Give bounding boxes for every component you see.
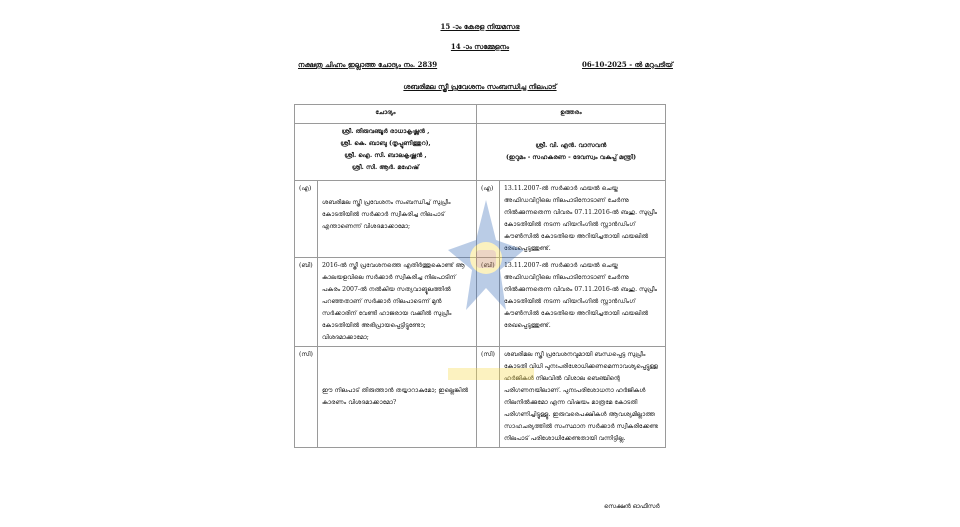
question-label: (സി) [295,347,318,448]
question-text: ഈ നിലപാട് തിരുത്താൻ തയ്യാറാകുമോ; ഇല്ലെങ്കിൽ കാരണം വിശദമാക്കാമോ? [318,347,477,448]
session-title: 14 -ാം സമ്മേളനം [450,42,510,51]
minister-cell [477,124,666,181]
question-text: 2016-ൽ സ്ത്രീ പ്രവേശനത്തെ എതിർത്തുകൊണ്ട് ആ കാലയളവിലെ സർക്കാർ സ്വീകരിച്ച നിലപാടിന് പകരം 2007-ൽ നൽകിയ സത്യവാങ്മൂലത്തിൽ പറഞ്ഞതാണ് സർക്കാർ നിലപാടെന്ന് മുൻ സർക്കാരിന് വേണ്ടി ഹാജരായ വക്കീൽ സുപ്രീം കോടതിയിൽ അഭിപ്രായപ്പെട്ടിട്ടുണ്ടോ; വിശദമാക്കാമോ; [318,258,477,347]
answer-text: 13.11.2007-ൽ സർക്കാർ ഫയൽ ചെയ്ത അഫിഡവിറ്റിലെ നിലപാടിനോടാണ് ചേർന്നു നിൽക്കുന്നതെന്ന വിവരം 07.11.2016-ൽ ബഹു. സുപ്രീം കോടതിയിൽ നടന്ന ഹിയറിംഗിൽ സ്റ്റാൻഡിംഗ് കൗൺസിൽ കോടതിയെ അറിയിച്ചതായി ഫയലിൽ രേഖപ്പെടുത്തുണ്ട്. [500,258,666,347]
asker-name: ശ്രീ. കെ. ബാബു (തൃപ്പൂണിത്തുറ), [340,140,431,147]
question-label: (ബി) [295,258,318,347]
assembly-title: 15 -ാം കേരള നിയമസഭ [440,22,520,31]
table-header-row [295,105,666,124]
askers-cell [295,124,477,181]
table-row [295,258,666,347]
table-row [295,181,666,258]
question-text: ശബരിമല സ്ത്രീ പ്രവേശനം സംബന്ധിച്ച് സുപ്രീം കോടതിയിൽ സർക്കാർ സ്വീകരിച്ച നിലപാട് എന്താണെന്ന് വിശദമാക്കാമോ; [318,181,477,258]
question-answer-table [294,104,666,448]
question-number: നക്ഷത്ര ചിഹ്നം ഇല്ലാത്ത ചോദ്യം നം. 2839 [298,60,438,69]
answer-date: 06-10-2025 - ൽ മറുപടിയ് [582,60,673,69]
signatory: സെക്ഷൻ ഓഫീസർ [604,503,660,510]
question-label: (എ) [295,181,318,258]
answer-label: (എ) [477,181,500,258]
table-row [295,347,666,448]
names-row [295,124,666,181]
subject-title: ശബരിമല സ്ത്രീ പ്രവേശനം സംബന്ധിച്ച നിലപാട് [403,82,557,91]
answer-text: ശബരിമല സ്ത്രീ പ്രവേശനവുമായി ബന്ധപ്പെട്ട സുപ്രീം കോടതി വിധി പുനഃപരിശോധിക്കണമെന്നാവശ്യപ്പെട്ടുള്ള ഹർജികൾ നിലവിൽ വിശാല ബെഞ്ചിന്റെ പരിഗണനയിലാണ്. പുനഃപരിശോധനാ ഹർജികൾ നിലനിൽക്കുമോ എന്ന വിഷയം മാത്രമേ കോടതി പരിഗണിച്ചിട്ടുള്ളൂ. ഇരുവരെപക്ഷികൾ ആവശ്യമില്ലാത്ത സാഹചര്യത്തിൽ സംസ്ഥാന സർക്കാർ സ്വീകരിക്കേണ്ട നിലപാട് പരിശോധിക്കേണ്ടതായി വന്നിട്ടില്ല. [500,347,666,448]
answer-column-heading: ഉത്തരം [477,105,666,124]
minister-name: ശ്രീ. വി. എൻ. വാസവൻ [535,142,607,149]
answer-label: (ബി) [477,258,500,347]
minister-portfolio: (ഇറുമം - സഹകരണ - ദേവസ്വം വകുപ്പ് മന്ത്രി) [505,154,637,161]
asker-name: ശ്രീ. തിരുവഞ്ചൂർ രാധാകൃഷ്ണൻ , [341,128,430,135]
answer-label: (സി) [477,347,500,448]
question-column-heading: ചോദ്യം [295,105,477,124]
asker-name: ശ്രീ. ഐ. സി. ബാലകൃഷ്ണൻ , [344,152,427,159]
answer-text: 13.11.2007-ൽ സർക്കാർ ഫയൽ ചെയ്ത അഫിഡവിറ്റിലെ നിലപാടിനോടാണ് ചേർന്നു നിൽക്കുന്നതെന്ന വിവരം 07.11.2016-ൽ ബഹു. സുപ്രീം കോടതിയിൽ നടന്ന ഹിയറിംഗിൽ സ്റ്റാൻഡിംഗ് കൗൺസിൽ കോടതിയെ അറിയിച്ചതായി ഫയലിൽ രേഖപ്പെടുത്തുണ്ട്. [500,181,666,258]
asker-name: ശ്രീ. സി. ആർ. മഹേഷ് [352,164,419,171]
